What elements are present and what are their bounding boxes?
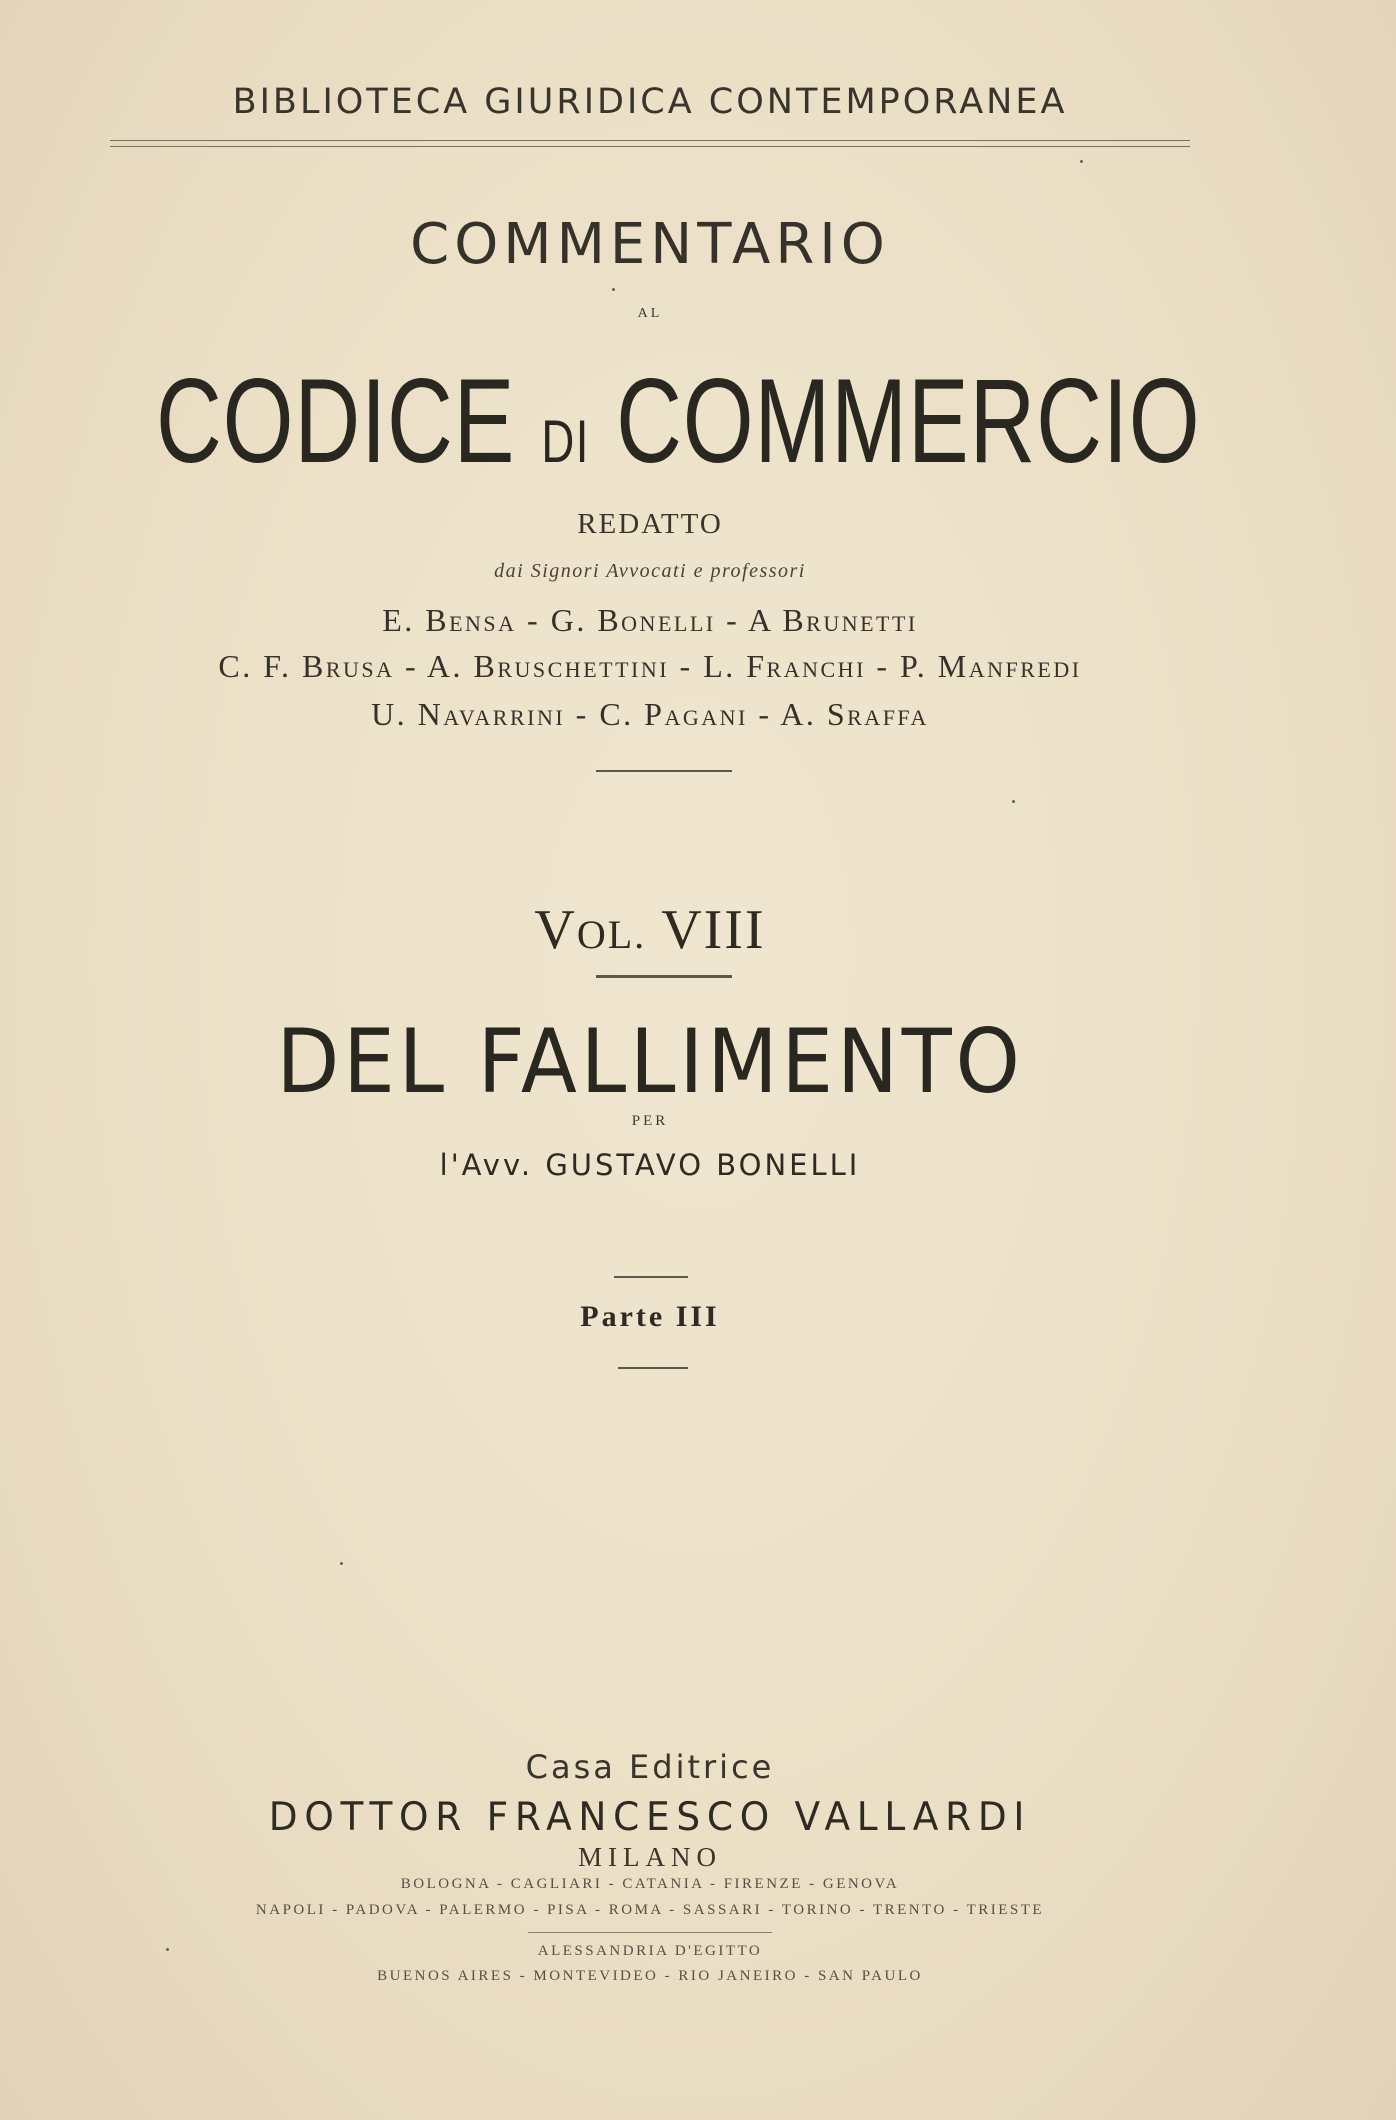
parte-top-rule: [614, 1276, 688, 1278]
paper-speck: [1080, 160, 1083, 163]
redatto-label: REDATTO: [577, 508, 723, 540]
divider-rule: [596, 770, 732, 772]
volume-number: VIII: [661, 899, 766, 961]
signori-line: dai Signori Avvocati e professori: [494, 560, 806, 582]
publisher-name: DOTTOR FRANCESCO VALLARDI: [268, 1795, 1032, 1840]
commentario-heading: COMMENTARIO: [410, 212, 890, 277]
volume-letter: V: [534, 899, 577, 961]
author-line: [0, 1148, 1300, 1182]
per-label: PER: [631, 1113, 669, 1129]
branch-cities-4: BUENOS AIRES - MONTEVIDEO - RIO JANEIRO - SAN PAULO: [377, 1968, 923, 1984]
parte-bottom-rule: [618, 1367, 688, 1369]
volume-abbrev: OL.: [576, 912, 647, 957]
series-double-rule: [110, 140, 1190, 147]
author-prefix: l'Avv.: [439, 1148, 534, 1182]
publisher-city: MILANO: [578, 1842, 722, 1872]
authors-line-1: E. Bensa - G. Bonelli - A Brunetti: [382, 602, 918, 638]
paper-speck: [1012, 800, 1015, 803]
casa-editrice: Casa Editrice: [525, 1748, 775, 1786]
connector-al: AL: [637, 306, 663, 321]
paper-speck: [612, 288, 615, 291]
branch-cities-1: BOLOGNA - CAGLIARI - CATANIA - FIRENZE - GENOVA: [400, 1876, 900, 1892]
branch-cities-3: ALESSANDRIA D'EGITTO: [537, 1943, 763, 1959]
main-title-codice: CODICE: [156, 354, 516, 488]
main-title-commercio: COMMERCIO: [616, 354, 1201, 488]
series-title: BIBLIOTECA GIURIDICA CONTEMPORANEA: [232, 82, 1068, 122]
branch-cities-2: NAPOLI - PADOVA - PALERMO - PISA - ROMA - SASSARI - TORINO - TRENTO - TRIESTE: [255, 1902, 1045, 1918]
volume-underline: [596, 975, 732, 978]
subject-title: DEL FALLIMENTO: [276, 1010, 1024, 1113]
author-name: GUSTAVO BONELLI: [545, 1148, 861, 1182]
imprint-thin-rule: [528, 1932, 772, 1933]
paper-speck: [340, 1562, 343, 1565]
volume-heading: [0, 898, 1300, 962]
authors-line-3: U. Navarrini - C. Pagani - A. Sraffa: [371, 696, 929, 732]
parte-label: Parte III: [580, 1300, 720, 1333]
paper-speck: [166, 1948, 169, 1951]
main-title-di: DI: [541, 408, 590, 475]
main-title: [156, 354, 1201, 507]
authors-line-2: C. F. Brusa - A. Bruschettini - L. Franchi - P. Manfredi: [218, 648, 1082, 684]
